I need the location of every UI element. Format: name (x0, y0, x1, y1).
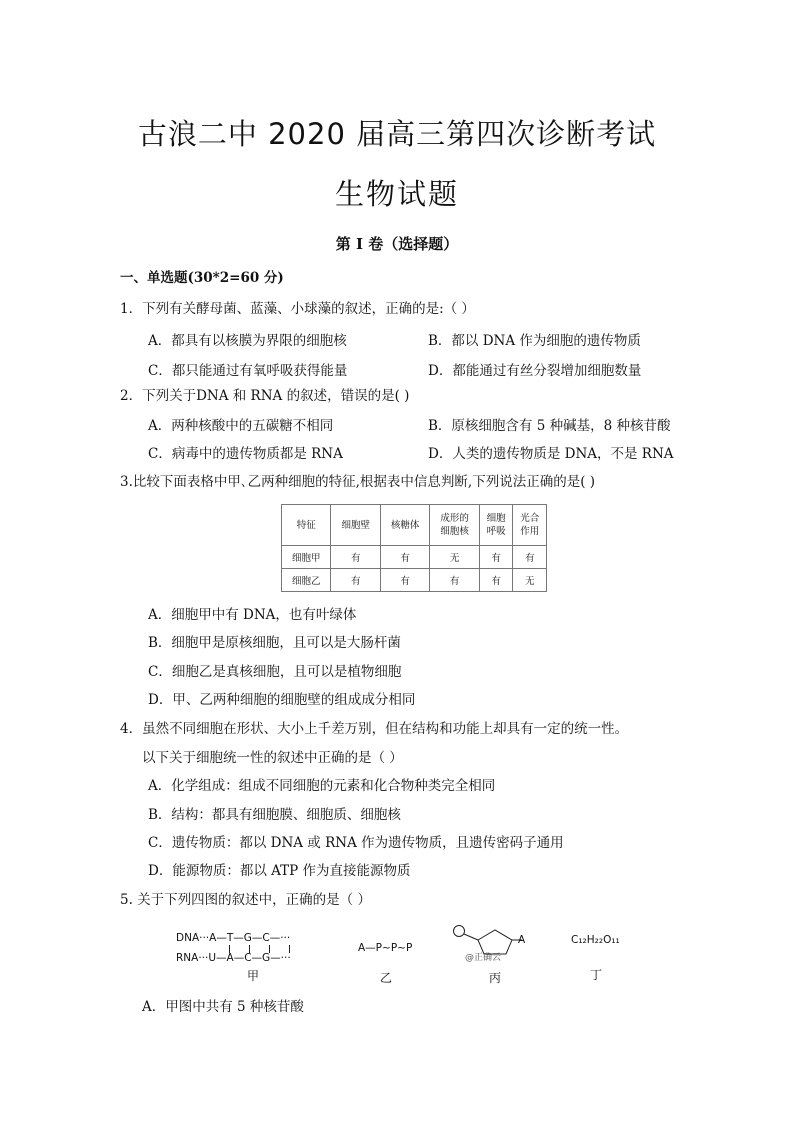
table-header-cell: 特征 (282, 505, 331, 546)
table-header-cell: 光合 作用 (513, 505, 547, 546)
table-row (282, 569, 547, 592)
table-header-cell: 细胞 呼吸 (479, 505, 513, 546)
q2-option-d: D．人类的遗传物质是 DNA，不是 RNA (428, 446, 674, 462)
q2-option-a: A．两种核酸中的五碳糖不相同 (148, 418, 334, 434)
fig-bing-base: A (518, 934, 526, 946)
fig-label-yi: 乙 (380, 971, 393, 985)
q4-option-d: D．能源物质：都以 ATP 作为直接能源物质 (148, 863, 411, 879)
q2-option-b: B．原核细胞含有 5 种碱基，8 种核苷酸 (428, 418, 671, 434)
table-cell: 有 (479, 546, 513, 569)
fig-ding-formula: C₁₂H₂₂O₁₁ (571, 934, 620, 946)
fig-jia-dna-strand: DNA···A—T—G—C—··· (176, 932, 291, 944)
q4-option-a: A．化学组成：组成不同细胞的元素和化合物种类完全相同 (148, 778, 496, 794)
table-cell: 细胞甲 (282, 546, 331, 569)
table-cell: 有 (479, 569, 513, 592)
q5-stem: 5. 关于下列四图的叙述中，正确的是（ ） (120, 892, 371, 908)
fig-label-ding: 丁 (590, 968, 603, 982)
table-cell: 有 (513, 546, 547, 569)
q1-option-c: C．都只能通过有氧呼吸获得能量 (148, 363, 348, 379)
q1-stem: 1．下列有关酵母菌、蓝藻、小球藻的叙述，正确的是:（ ） (120, 301, 475, 317)
table-cell: 细胞乙 (282, 569, 331, 592)
q3-option-c: C．细胞乙是真核细胞，且可以是植物细胞 (148, 664, 402, 680)
cell-feature-table (281, 504, 547, 592)
q5-option-a: A．甲图中共有 5 种核苷酸 (142, 999, 304, 1015)
table-cell: 有 (331, 569, 380, 592)
phosphate-circle (454, 926, 465, 937)
q3-option-b: B．细胞甲是原核细胞，且可以是大肠杆菌 (148, 635, 401, 651)
table-cell: 有 (380, 546, 429, 569)
table-header-cell: 成形的 细胞核 (430, 505, 479, 546)
table-cell: 无 (513, 569, 547, 592)
q1-option-b: B．都以 DNA 作为细胞的遗传物质 (428, 333, 641, 349)
q4-option-b: B．结构：都具有细胞膜、细胞质、细胞核 (148, 807, 401, 823)
table-row (282, 546, 547, 569)
q2-option-c: C．病毒中的遗传物质都是 RNA (148, 446, 343, 462)
table-cell: 有 (380, 569, 429, 592)
table-header-cell: 核糖体 (380, 505, 429, 546)
q4-option-c: C．遗传物质：都以 DNA 或 RNA 作为遗传物质，且遗传密码子通用 (148, 835, 564, 851)
fig-jia-rna-strand: RNA···U—A—C—G—··· (176, 952, 291, 964)
phosphate-bond (464, 934, 478, 940)
q3-stem: 3.比较下面表格中甲､乙两种细胞的特征,根据表中信息判断,下列说法正确的是( ) (120, 474, 596, 490)
section-title: 第 I 卷（选择题） (335, 235, 459, 253)
table-cell: 无 (430, 546, 479, 569)
table-cell: 有 (331, 546, 380, 569)
fig-label-bing: 丙 (489, 971, 502, 985)
table-header-cell: 细胞壁 (331, 505, 380, 546)
q4-stem-line1: 4．虽然不同细胞在形状、大小上千差万别，但在结构和功能上却具有一定的统一性。 (120, 721, 629, 737)
exam-title: 古浪二中 2020 届高三第四次诊断考试 (137, 117, 657, 151)
fig-label-jia: 甲 (247, 969, 260, 983)
q4-stem-line2: 以下关于细胞统一性的叙述中正确的是（ ） (142, 750, 403, 766)
q3-option-d: D．甲、乙两种细胞的细胞壁的组成成分相同 (148, 692, 416, 708)
fig-yi-atp: A—P~P~P (358, 942, 413, 954)
part-heading: 一、单选题(30*2=60 分) (120, 270, 284, 286)
q1-option-a: A．都具有以核膜为界限的细胞核 (148, 333, 347, 349)
q2-stem: 2．下列关于DNA 和 RNA 的叙述，错误的是( ) (120, 388, 410, 404)
fig-bing-watermark: @正确云 (465, 953, 502, 963)
table-header-row (282, 505, 547, 546)
table-cell: 有 (430, 569, 479, 592)
q1-option-d: D．都能通过有丝分裂增加细胞数量 (428, 363, 642, 379)
subject-title: 生物试题 (334, 177, 459, 211)
q3-option-a: A．细胞甲中有 DNA，也有叶绿体 (148, 607, 357, 623)
